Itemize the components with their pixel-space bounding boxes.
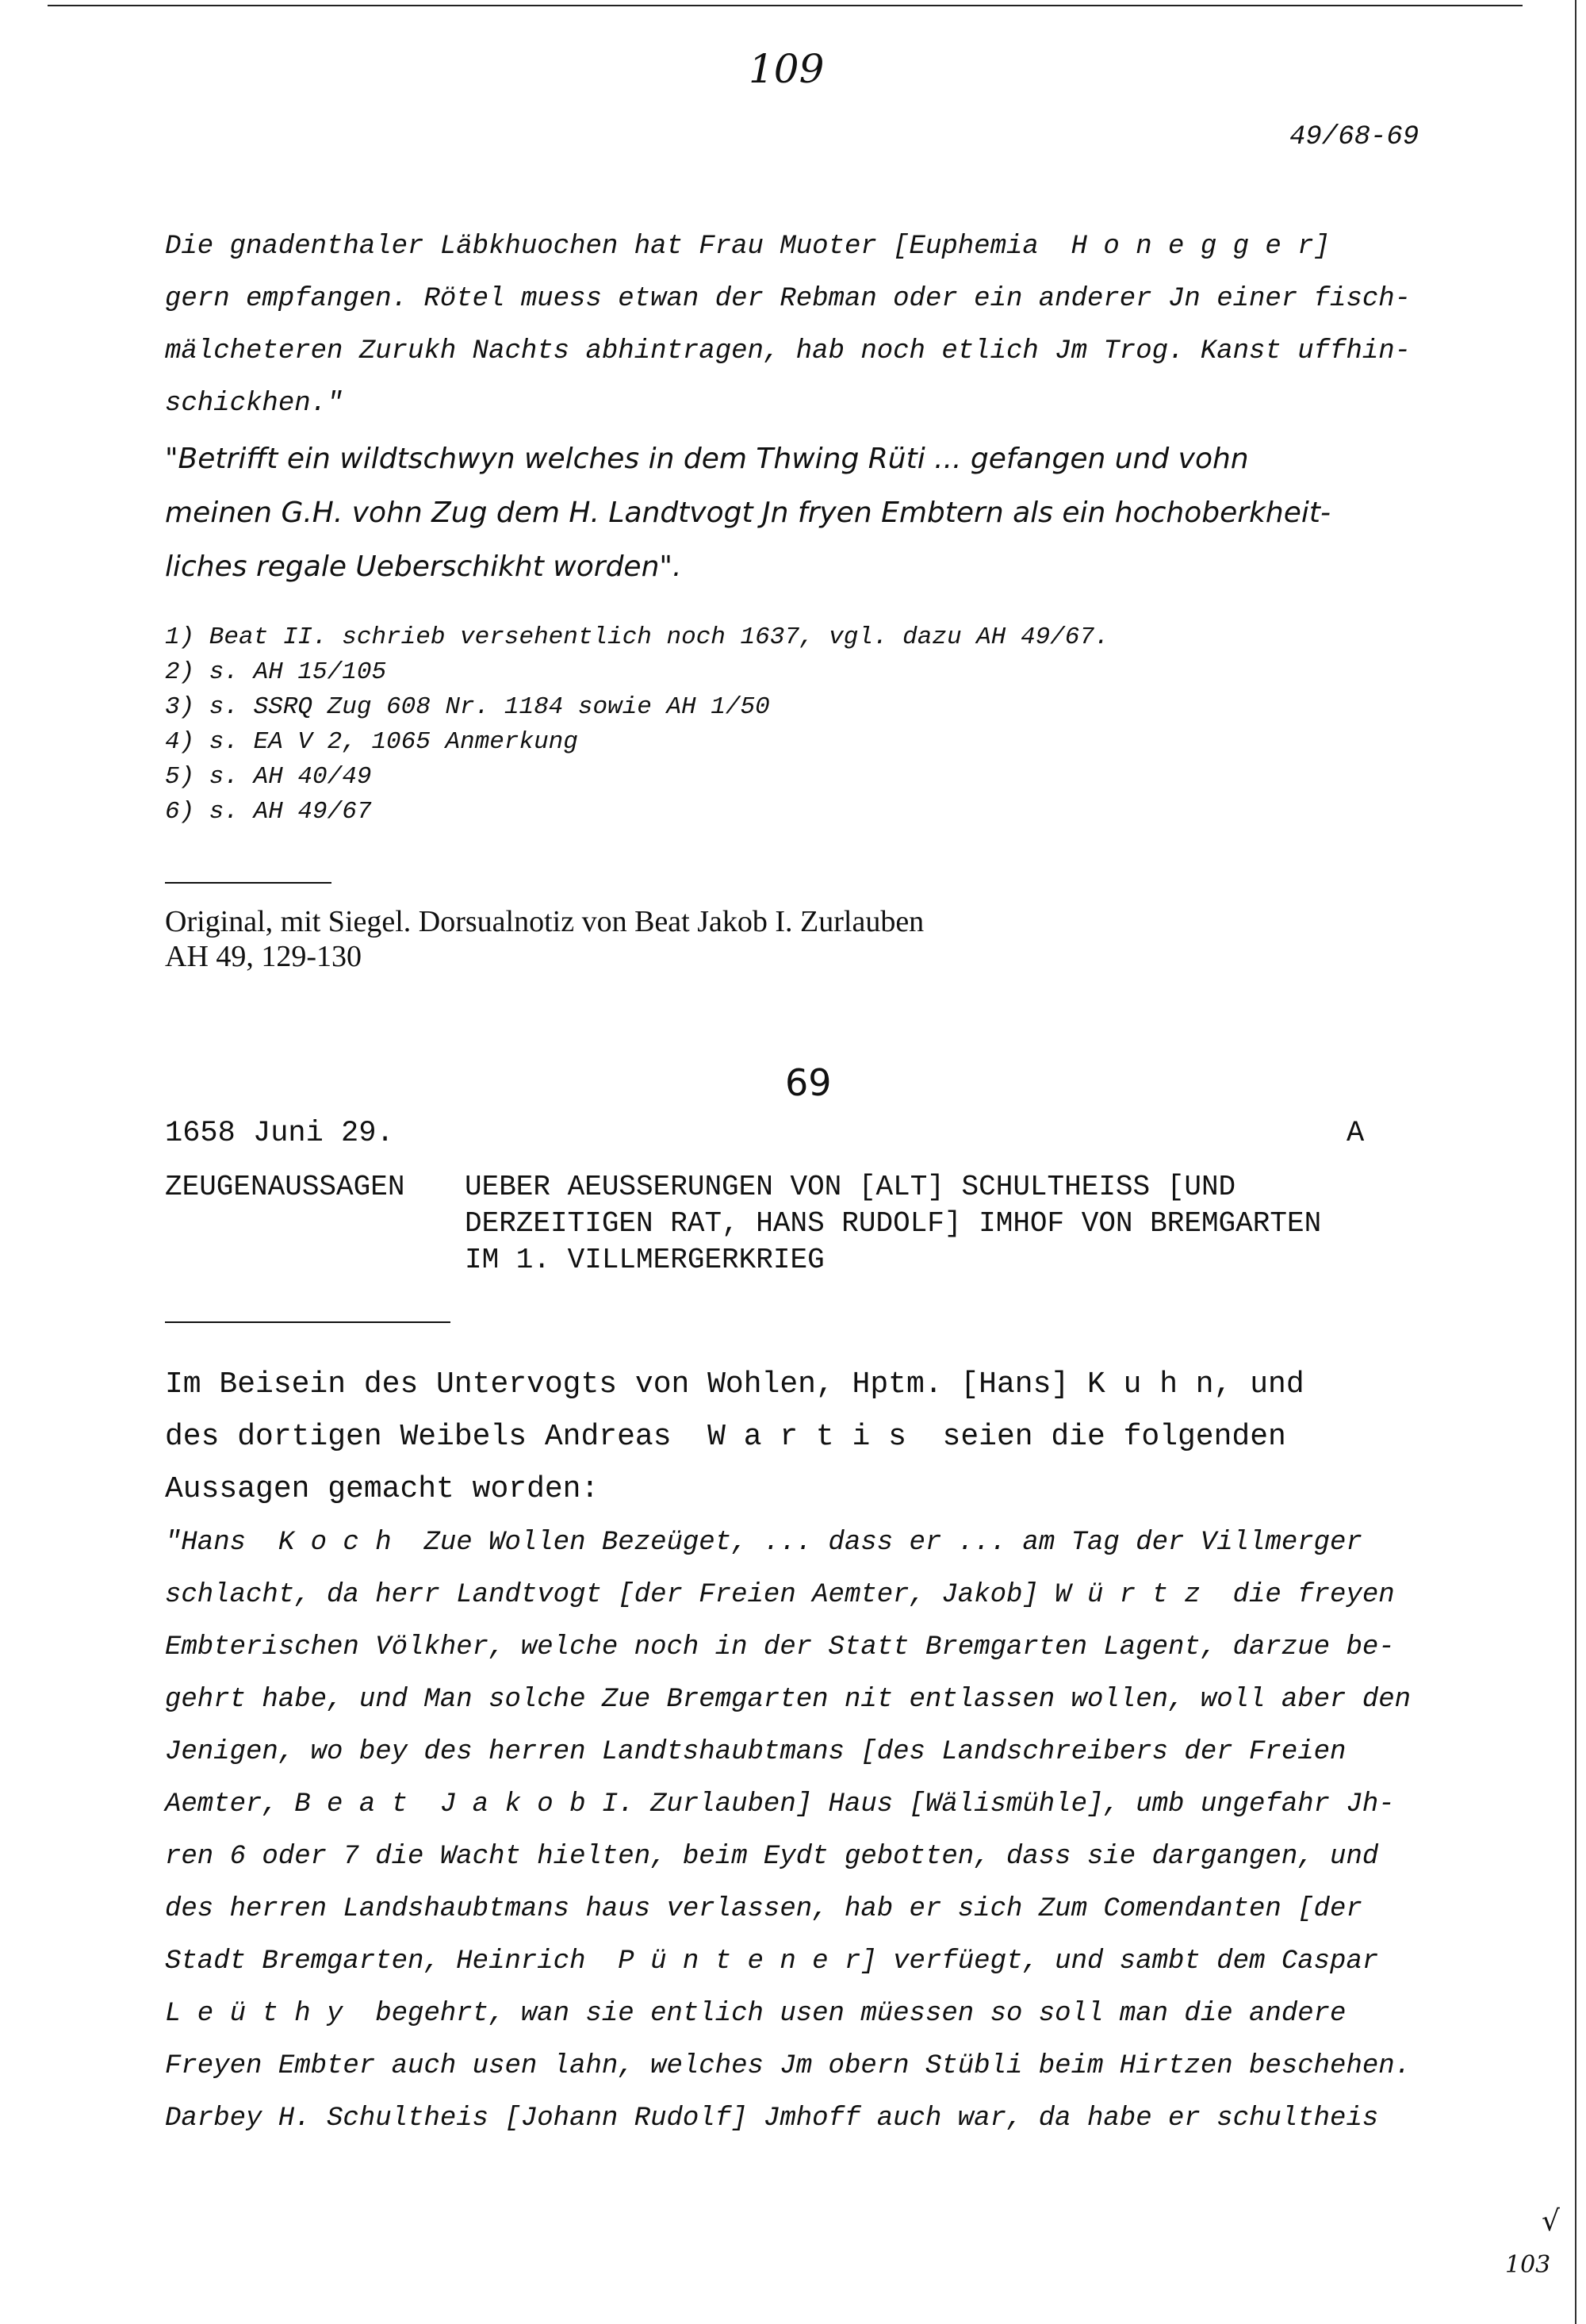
testimony-line: des herren Landshaubtmans haus verlassen, hab er sich Zum Comendanten [der — [165, 1894, 1362, 1924]
quote-line: gern empfangen. Rötel muess etwan der Rebman oder ein anderer Jn einer fisch- — [165, 284, 1412, 314]
page-number: 109 — [749, 46, 825, 92]
testimony-line: "Hans K o c h Zue Wollen Bezeüget, ... dass er ... am Tag der Villmerger — [165, 1528, 1362, 1558]
footnote: 5) s. AH 40/49 — [165, 763, 372, 791]
title-line: UEBER AEUSSERUNGEN VON [ALT] SCHULTHEISS [UND — [465, 1171, 1236, 1203]
testimony-line: Freyen Embter auch usen lahn, welches Jm obern Stübli beim Hirtzen beschehen. — [165, 2051, 1412, 2081]
title-line: IM 1. VILLMERGERKRIEG — [465, 1244, 825, 1276]
testimony-line: Embterischen Völkher, welche noch in der Statt Bremgarten Lagent, darzue be- — [165, 1632, 1395, 1662]
document-marker: A — [1347, 1117, 1365, 1150]
top-border — [48, 5, 1523, 6]
intro-line: Aussagen gemacht worden: — [165, 1472, 600, 1506]
quote-line: Die gnadenthaler Läbkhuochen hat Frau Muoter [Euphemia H o n e g g e r] — [165, 232, 1331, 262]
dorsal-line: liches regale Ueberschikht worden". — [165, 550, 682, 583]
testimony-line: ren 6 oder 7 die Wacht hielten, beim Eydt gebotten, dass sie dargangen, und — [165, 1842, 1379, 1872]
footnote: 3) s. SSRQ Zug 608 Nr. 1184 sowie AH 1/50 — [165, 693, 770, 721]
testimony-line: gehrt habe, und Man solche Zue Bremgarten nit entlassen wollen, woll aber den — [165, 1685, 1412, 1715]
document-number: 69 — [785, 1061, 832, 1104]
title-separator — [165, 1321, 450, 1323]
footnote: 1) Beat II. schrieb versehentlich noch 1637, vgl. dazu AH 49/67. — [165, 623, 1109, 651]
quote-line: schickhen." — [165, 389, 343, 419]
document-date: 1658 Juni 29. — [165, 1117, 394, 1150]
intro-line: des dortigen Weibels Andreas W a r t i s seien die folgenden — [165, 1420, 1286, 1454]
footnote-separator — [165, 882, 331, 884]
quote-line: mälcheteren Zurukh Nachts abhintragen, hab noch etlich Jm Trog. Kanst uffhin- — [165, 336, 1412, 366]
dorsal-line: meinen G.H. vohn Zug dem H. Landtvogt Jn fryen Embtern als ein hochoberkheit- — [165, 497, 1331, 529]
check-mark: √ — [1542, 2205, 1560, 2238]
dorsal-line: "Betrifft ein wildtschwyn welches in dem Thwing Rüti ... gefangen und vohn — [165, 443, 1249, 475]
title-line: DERZEITIGEN RAT, HANS RUDOLF] IMHOF VON BREMGARTEN — [465, 1207, 1322, 1240]
footnote: 6) s. AH 49/67 — [165, 798, 372, 826]
source-note-line: AH 49, 129-130 — [165, 940, 362, 973]
testimony-line: Jenigen, wo bey des herren Landtshaubtmans [des Landschreibers der Freien — [165, 1737, 1347, 1767]
testimony-line: schlacht, da herr Landtvogt [der Freien Aemter, Jakob] W ü r t z die freyen — [165, 1580, 1395, 1610]
testimony-line: Darbey H. Schultheis [Johann Rudolf] Jmhoff auch war, da habe er schultheis — [165, 2103, 1379, 2134]
right-border — [1575, 0, 1576, 2324]
reference-number: 49/68-69 — [1289, 122, 1419, 152]
title-label: ZEUGENAUSSAGEN — [165, 1171, 405, 1203]
testimony-line: Aemter, B e a t J a k o b I. Zurlauben] Haus [Wälismühle], umb ungefahr Jh- — [165, 1789, 1395, 1820]
testimony-line: L e ü t h y begehrt, wan sie entlich usen müessen so soll man die andere — [165, 1999, 1347, 2029]
footnote: 2) s. AH 15/105 — [165, 658, 387, 686]
testimony-line: Stadt Bremgarten, Heinrich P ü n t e n e r] verfüegt, und sambt dem Caspar — [165, 1946, 1379, 1977]
footnote: 4) s. EA V 2, 1065 Anmerkung — [165, 728, 578, 756]
intro-line: Im Beisein des Untervogts von Wohlen, Hptm. [Hans] K u h n, und — [165, 1367, 1304, 1402]
folio-mark: 103 — [1505, 2251, 1551, 2279]
source-note-line: Original, mit Siegel. Dorsualnotiz von Beat Jakob I. Zurlauben — [165, 905, 925, 938]
